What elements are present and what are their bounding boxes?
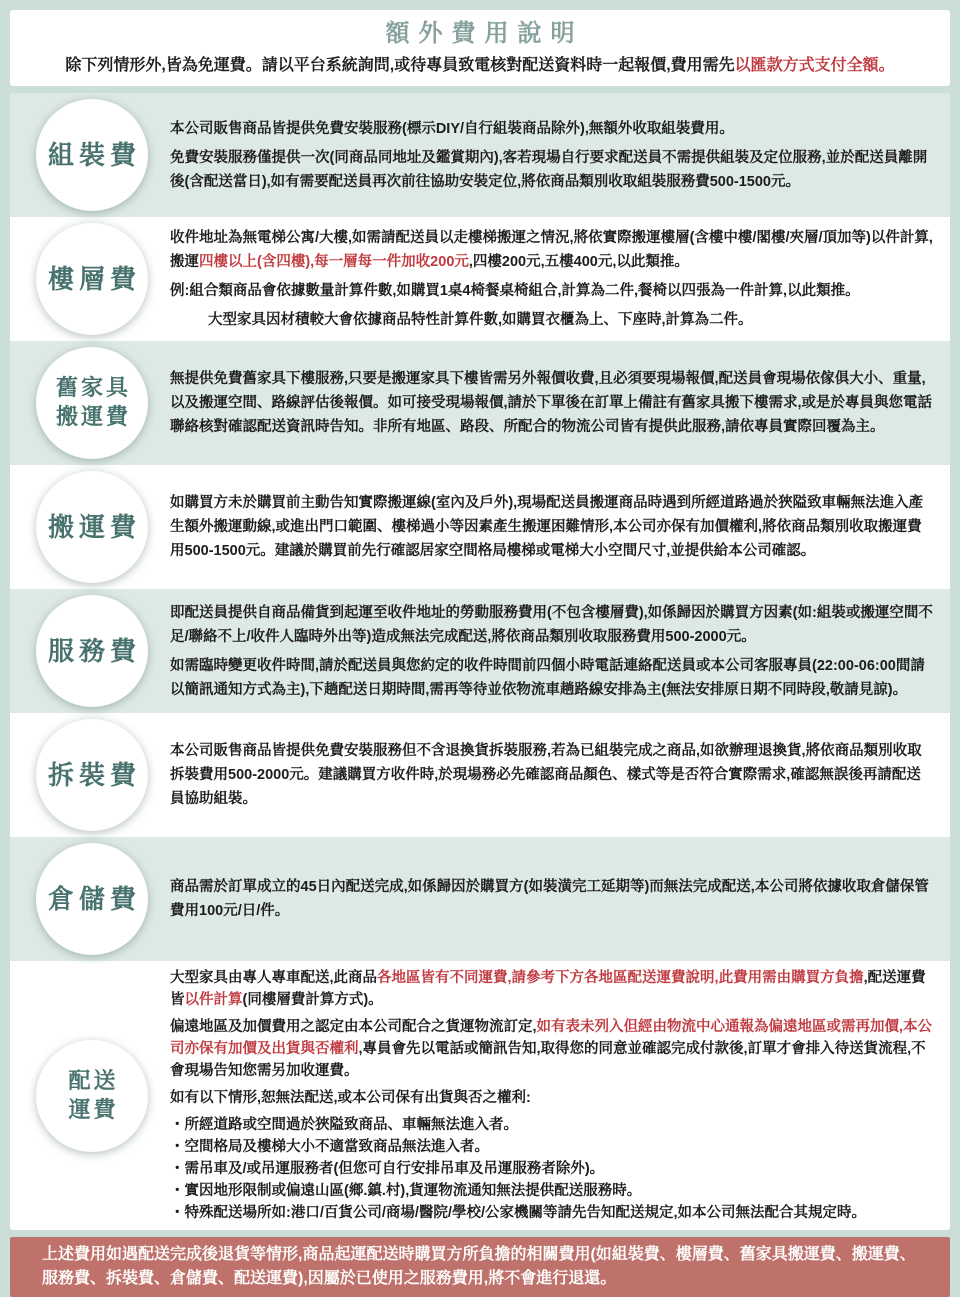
fee-section-text bbox=[170, 967, 934, 1224]
paragraph bbox=[170, 146, 934, 194]
text-segment: (同樓層費計算方式)。 bbox=[242, 992, 383, 1008]
text-segment: ・空間格局及樓梯大小不適當致商品無法進入者。 bbox=[170, 1139, 489, 1155]
paragraph bbox=[170, 1016, 934, 1082]
text-segment: ・需吊車及/或吊運服務者(但您可自行安排吊車及吊運服務者除外)。 bbox=[170, 1161, 605, 1177]
paragraph bbox=[170, 739, 934, 811]
highlighted-text: 如有表未列入但經由物流中心通報為偏遠地區或需再加價,本公司亦保有加價及出貨與否權利 bbox=[170, 1019, 933, 1057]
fee-section-text bbox=[170, 739, 934, 811]
paragraph bbox=[170, 117, 934, 141]
text-segment: ・實因地形限制或偏遠山區(鄉.鎮.村),貨運物流通知無法提供配送服務時。 bbox=[170, 1183, 642, 1199]
fee-section-text bbox=[170, 491, 934, 563]
fee-label-text: 搬運費 bbox=[47, 511, 141, 542]
text-segment: 大型家具因材積較大會依據商品特性計算件數,如購買衣櫃為上、下座時,計算為二件。 bbox=[208, 312, 753, 328]
fee-section-old-furniture-moving-fee bbox=[10, 341, 950, 465]
text-segment: 例:組合類商品會依據數量計算件數,如購買1桌4椅餐桌椅組合,計算為二件,餐椅以四張為一件計算,以此類推。 bbox=[170, 283, 860, 299]
paragraph bbox=[170, 1087, 934, 1109]
text-segment: 如有以下情形,恕無法配送,或本公司保有出貨與否之權利: bbox=[170, 1090, 531, 1106]
bullet-item bbox=[170, 1114, 934, 1136]
bullet-item bbox=[170, 1136, 934, 1158]
fee-section-service-fee bbox=[10, 589, 950, 713]
paragraph bbox=[170, 279, 934, 303]
highlighted-text: 以件計算 bbox=[184, 992, 243, 1008]
text-segment: ,四樓200元,五樓400元,以此類推。 bbox=[468, 254, 689, 270]
text-segment: 免費安裝服務僅提供一次(同商品同地址及鑑賞期內),客若現場自行要求配送員不需提供組裝及定位服務,並於配送員離開後(含配送當日),如有需要配送員再次前往協助安裝定位,將依商品類別收取組裝服務費500-1500元。 bbox=[170, 149, 928, 190]
paragraph bbox=[170, 875, 934, 923]
fee-label-text: 搬運費 bbox=[55, 404, 131, 429]
text-segment: 如購買方未於購買前主動告知實際搬運線(室內及戶外),現場配送員搬運商品時遇到所經道路過於狹隘致車輛無法進入產生額外搬運動線,或進出門口範圍、樓梯過小等因素產生搬運困難情形,本公司亦保有加價權利,將依商品類別收取搬運費用500-1500元。建議於購買前先行確認居家空間格局樓梯或電梯大小空間尺寸,並提供給本公司確認。 bbox=[170, 495, 924, 559]
fee-section-assembly-fee bbox=[10, 93, 950, 217]
fee-section-text bbox=[170, 875, 934, 923]
paragraph bbox=[170, 226, 934, 274]
footer-note-text: 上述費用如遇配送完成後退貨等情形,商品起運配送時購買方所負擔的相關費用(如組裝費、樓層費、舊家具搬運費、搬運費、服務費、拆裝費、倉儲費、配送運費),因屬於已使用之服務費用,將不會進行退還。 bbox=[42, 1246, 916, 1287]
bullet-item bbox=[170, 1202, 934, 1224]
highlighted-text: 四樓以上(含四樓),每一層每一件加收200元 bbox=[199, 254, 469, 270]
fee-section-floor-fee bbox=[10, 217, 950, 341]
fee-label-text: 倉儲費 bbox=[47, 883, 141, 914]
fee-section-text bbox=[170, 117, 934, 194]
fee-section-text bbox=[170, 601, 934, 702]
text-segment: 如需臨時變更收件時間,請於配送員與您約定的收件時間前四個小時電話連絡配送員或本公司客服專員(22:00-06:00間請以簡訊通知方式為主),下趟配送日期時間,需再等待並依物流車趟路線安排為主(無法安排原日期不同時段,敬請見諒)。 bbox=[170, 657, 925, 698]
page-subtitle bbox=[65, 55, 894, 77]
fee-label-badge-storage-fee bbox=[36, 843, 148, 955]
fee-label-text: 樓層費 bbox=[47, 263, 141, 294]
paragraph bbox=[170, 367, 934, 439]
fee-section-text bbox=[170, 367, 934, 439]
text-segment: 無提供免費舊家具下樓服務,只要是搬運家具下樓皆需另外報價收費,且必須要現場報價,配送員會現場依傢俱大小、重量,以及搬運空間、路線評估後報價。如可接受現場報價,請於下單後在訂單上備註有舊家具搬下樓需求,或是於專員與您電話聯絡核對確認配送資訊時告知。非所有地區、路段、所配合的物流公司皆有提供此服務,請依專員實際回覆為主。 bbox=[170, 371, 933, 435]
text-segment: ・特殊配送場所如:港口/百貨公司/商場/醫院/學校/公家機關等請先告知配送規定,如本公司無法配合其規定時。 bbox=[170, 1205, 866, 1221]
paragraph bbox=[170, 491, 934, 563]
text-segment: 本公司販售商品皆提供免費安裝服務但不含退換貨拆裝服務,若為已組裝完成之商品,如欲辦理退換貨,將依商品類別收取拆裝費用500-2000元。建議購買方收件時,於現場務必先確認商品顏色、樣式等是否符合實際需求,確認無誤後再請配送員協助組裝。 bbox=[170, 743, 922, 807]
fee-label-text: 組裝費 bbox=[47, 139, 141, 170]
text-segment: 偏遠地區及加價費用之認定由本公司配合之貨運物流訂定, bbox=[170, 1019, 537, 1035]
footer-note bbox=[10, 1237, 950, 1297]
fee-label-text: 舊家具 bbox=[55, 375, 131, 401]
text-segment: 商品需於訂單成立的45日內配送完成,如係歸因於購買方(如裝潢完工延期等)而無法完成配送,本公司將依據收取倉儲保管費用100元/日/件。 bbox=[170, 879, 929, 919]
fee-section-text bbox=[170, 226, 934, 332]
text-segment: 即配送員提供自商品備貨到起運至收件地址的勞動服務費用(不包含樓層費),如係歸因於購買方因素(如:組裝或搬運空間不足/聯絡不上/收件人臨時外出等)造成無法完成配送,將依商品類別收取服務費用500-2000元。 bbox=[170, 604, 933, 645]
fee-label-badge-delivery-fee bbox=[36, 1040, 148, 1152]
page-root bbox=[10, 10, 950, 1297]
fee-label-text: 配送 bbox=[68, 1067, 119, 1093]
text-segment: ,配送運費皆 bbox=[170, 970, 926, 1008]
fee-label-text: 服務費 bbox=[47, 635, 141, 666]
bullet-item bbox=[170, 1158, 934, 1180]
text-segment: 除下列情形外,皆為免運費。請以平台系統詢問,或待專員致電核對配送資料時一起報價,費用需先 bbox=[65, 56, 735, 74]
text-segment: 收件地址為無電梯公寓/大樓,如需請配送員以走樓梯搬運之情況,將依實際搬運樓層(含樓中樓/閣樓/夾層/頂加等)以件計算,搬運 bbox=[170, 230, 933, 270]
fee-label-text: 拆裝費 bbox=[47, 759, 141, 790]
paragraph bbox=[170, 967, 934, 1011]
text-segment: 本公司販售商品皆提供免費安裝服務(標示DIY/自行組裝商品除外),無額外收取組裝費用。 bbox=[170, 120, 734, 137]
highlighted-text: 各地區皆有不同運費,請參考下方各地區配送運費說明,此費用需由購買方負擔 bbox=[377, 970, 864, 986]
fee-label-text: 運費 bbox=[68, 1096, 119, 1122]
text-segment: ,專員會先以電話或簡訊告知,取得您的同意並確認完成付款後,訂單才會排入待送貨流程,不會現場告知您需另加收運費。 bbox=[170, 1041, 926, 1079]
fee-label-badge-old-furniture-moving-fee bbox=[36, 347, 148, 459]
fee-section-moving-fee bbox=[10, 465, 950, 589]
fee-label-badge-moving-fee bbox=[36, 471, 148, 583]
text-segment: 大型家具由專人專車配送,此商品 bbox=[170, 970, 378, 986]
fee-section-delivery-fee bbox=[10, 961, 950, 1230]
highlighted-text: 以匯款方式支付全額。 bbox=[734, 56, 895, 74]
fee-sections bbox=[10, 93, 950, 1230]
page-title: 額外費用說明 bbox=[385, 19, 584, 47]
fee-label-badge-assembly-fee bbox=[36, 99, 148, 211]
fee-label-badge-disassembly-fee bbox=[36, 719, 148, 831]
paragraph bbox=[170, 308, 934, 332]
fee-label-badge-floor-fee bbox=[36, 223, 148, 335]
fee-section-storage-fee bbox=[10, 837, 950, 961]
paragraph bbox=[170, 654, 934, 702]
bullet-item bbox=[170, 1180, 934, 1202]
paragraph bbox=[170, 601, 934, 649]
fee-label-badge-service-fee bbox=[36, 595, 148, 707]
text-segment: ・所經道路或空間過於狹隘致商品、車輛無法進入者。 bbox=[170, 1117, 518, 1133]
page-header bbox=[10, 10, 950, 86]
fee-section-disassembly-fee bbox=[10, 713, 950, 837]
